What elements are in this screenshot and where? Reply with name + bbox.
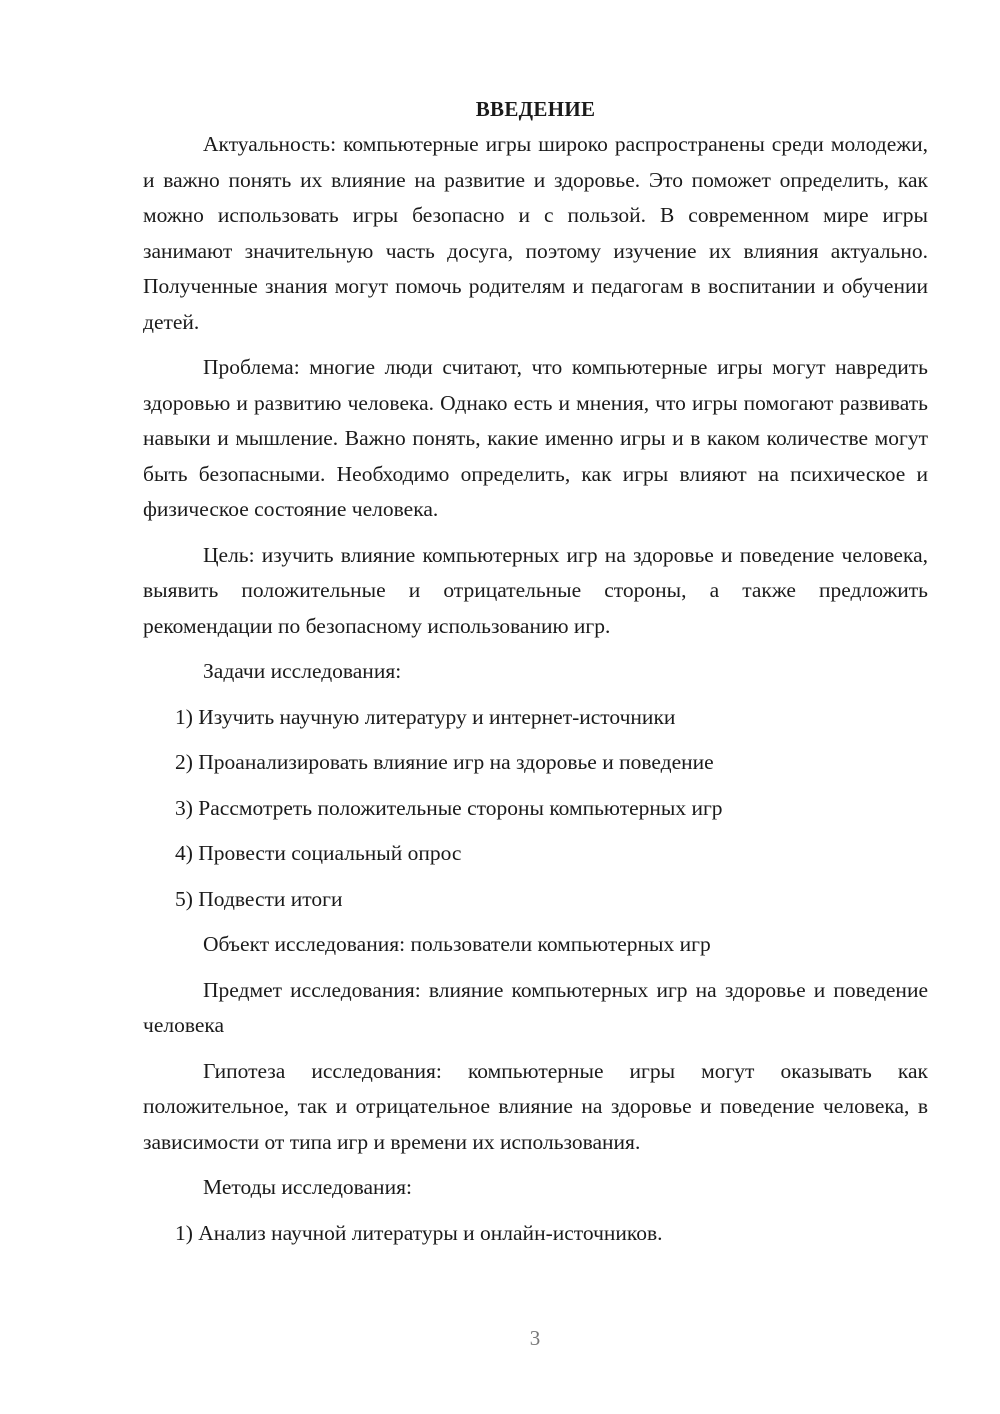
list-item: 1) Изучить научную литературу и интернет-источники [175, 704, 676, 729]
list-item: 2) Проанализировать влияние игр на здоровье и поведение [175, 750, 714, 774]
hypothesis-paragraph: Гипотеза исследования: компьютерные игры могут оказывать как положительное, так и отрицательное влияние на здоровье и поведение человека, в зависимости от типа игр и времени их использования. [143, 1058, 928, 1154]
page-title: ВВЕДЕНИЕ [475, 97, 596, 121]
page-number: 3 [529, 1326, 541, 1350]
list-item: 5) Подвести итоги [175, 886, 343, 911]
methods-heading: Методы исследования: [203, 1175, 412, 1199]
tasks-list [143, 700, 928, 918]
list-item: 3) Рассмотреть положительные стороны компьютерных игр [175, 795, 723, 820]
relevance-paragraph: Актуальность: компьютерные игры широко распространены среди молодежи, и важно понять их влияние на развитие и здоровье. Это поможет определить, как можно использовать игры безопасно и с пользой. В современном мире игры занимают значительную часть досуга, поэтому изучение их влияния актуально. Полученные знания могут помочь родителям и педагогам в воспитании и обучении детей. [143, 132, 928, 334]
problem-paragraph: Проблема: многие люди считают, что компьютерные игры могут навредить здоровью и развитию человека. Однако есть и мнения, что игры помогают развивать навыки и мышление. Важно понять, какие именно игры и в каком количестве могут быть безопасными. Необходимо определить, как игры влияют на психическое и физическое состояние человека. [143, 355, 928, 521]
goal-paragraph: Цель: изучить влияние компьютерных игр на здоровье и поведение человека, выявить положительные и отрицательные стороны, а также предложить рекомендации по безопасному использованию игр. [143, 542, 928, 638]
methods-list [143, 1216, 928, 1252]
list-item: 4) Провести социальный опрос [175, 841, 462, 865]
object-paragraph: Объект исследования: пользователи компьютерных игр [203, 932, 711, 956]
subject-paragraph: Предмет исследования: влияние компьютерных игр на здоровье и поведение человека [143, 977, 928, 1037]
list-item: 1) Анализ научной литературы и онлайн-источников. [175, 1220, 663, 1245]
tasks-heading: Задачи исследования: [203, 659, 402, 683]
document-page [143, 92, 928, 1261]
